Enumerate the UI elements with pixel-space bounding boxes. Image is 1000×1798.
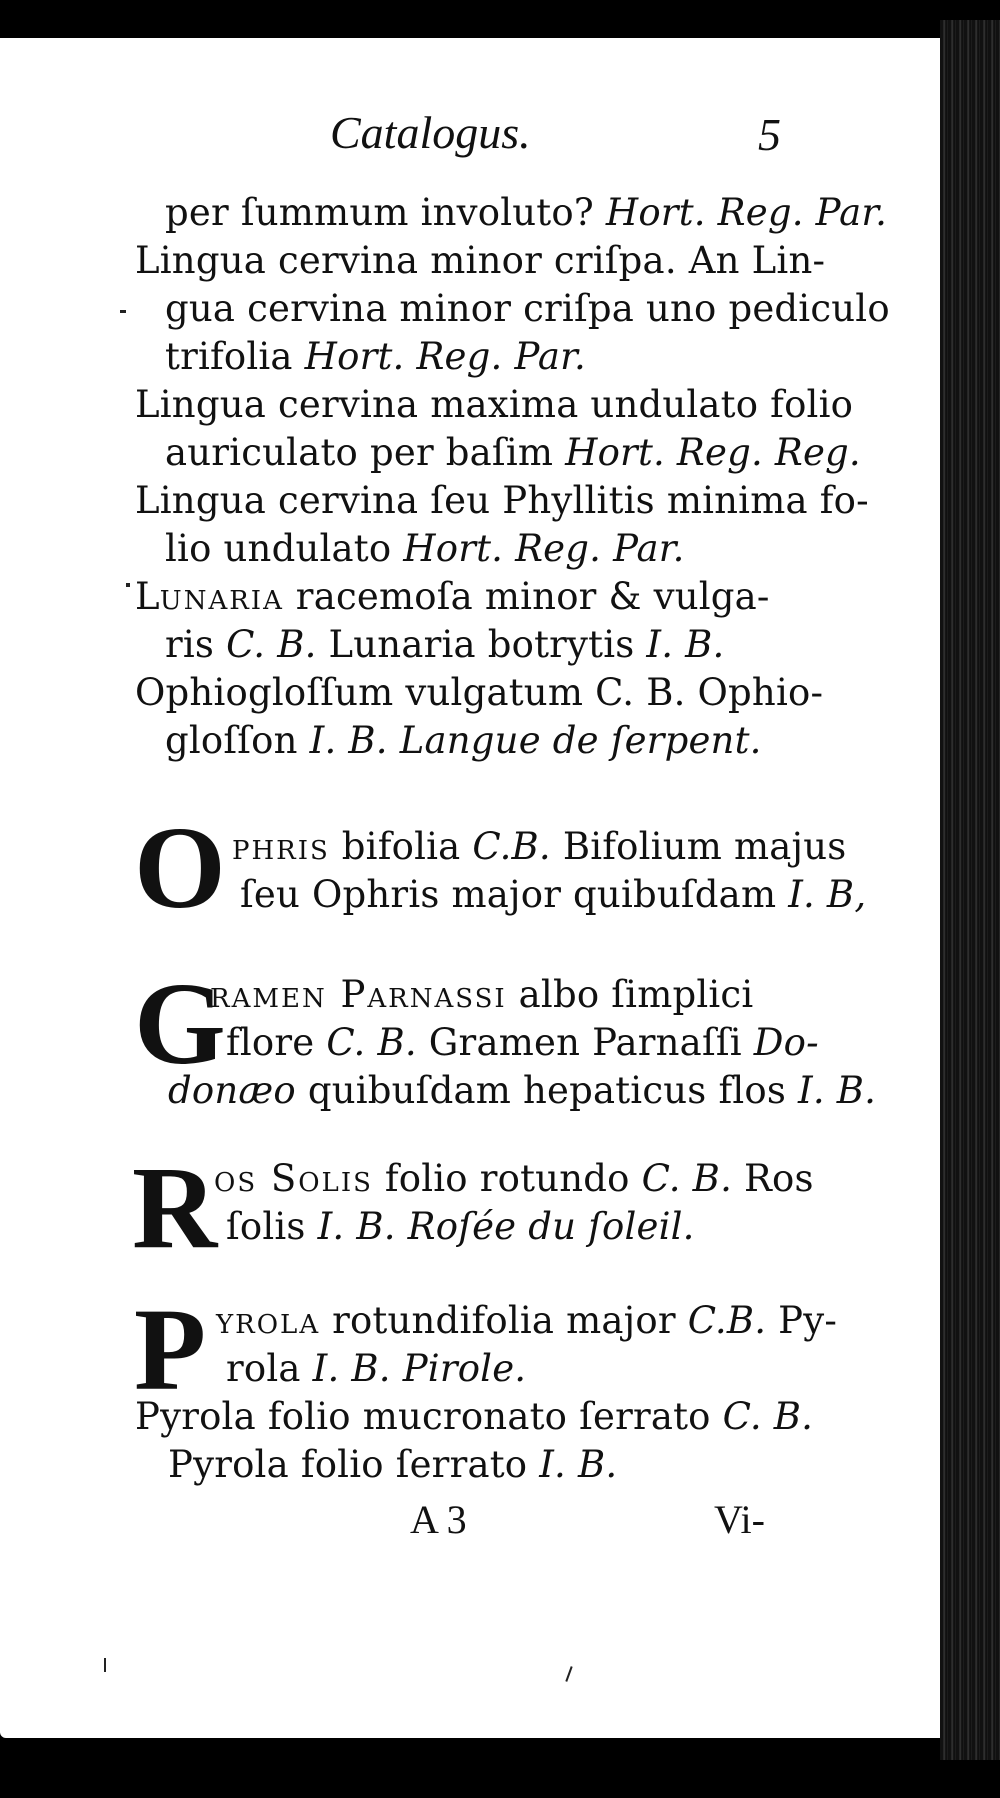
text-line xyxy=(216,1298,837,1344)
text-run: rotundifolia major xyxy=(320,1299,688,1342)
text-line xyxy=(168,1068,876,1114)
text-run: bifolia xyxy=(329,825,473,868)
drop-cap-g: G xyxy=(134,958,226,1089)
text-line xyxy=(165,718,762,764)
text-run: Lingua cervina maxima undulato folio xyxy=(135,383,854,426)
smallcaps-run: unaria xyxy=(159,575,284,618)
text-run: Py- xyxy=(766,1299,838,1342)
text-run: gloſſon xyxy=(165,719,310,762)
drop-cap-p: P xyxy=(134,1284,207,1415)
page-number: 5 xyxy=(758,109,781,160)
text-line xyxy=(226,1020,819,1066)
text-line xyxy=(214,1156,814,1202)
ink-speck xyxy=(126,583,130,587)
italic-run: I. B. xyxy=(798,1069,877,1112)
text-run: rola xyxy=(226,1347,313,1390)
italic-run: C. B. xyxy=(641,1157,733,1200)
ink-speck xyxy=(104,1658,106,1672)
text-run: Lunaria botrytis xyxy=(316,623,647,666)
text-line xyxy=(165,334,586,380)
text-line xyxy=(135,478,869,524)
drop-cap-r: R xyxy=(132,1142,218,1273)
text-run: ſeu Ophris major quibuſdam xyxy=(240,873,789,916)
text-line xyxy=(240,872,866,918)
italic-run: Roſée du ſoleil. xyxy=(407,1205,695,1248)
text-line xyxy=(226,1204,695,1250)
text-run: Ros xyxy=(732,1157,814,1200)
italic-run: donæo xyxy=(168,1069,296,1112)
text-line xyxy=(232,824,846,870)
italic-run: C.B. xyxy=(472,825,551,868)
italic-run: I. B. xyxy=(312,1347,391,1390)
text-run: gua cervina minor criſpa uno pediculo xyxy=(165,287,890,330)
text-line xyxy=(165,190,887,236)
italic-run: I. B, xyxy=(788,873,867,916)
page-text xyxy=(0,38,940,1738)
smallcaps-run: phris xyxy=(232,825,330,868)
italic-run: Hort. Reg. Reg. xyxy=(565,431,861,474)
text-run: racemoſa minor & vulga- xyxy=(283,575,770,618)
italic-run: C. B. xyxy=(326,1021,417,1064)
text-line xyxy=(135,382,853,428)
italic-run: I. B. xyxy=(309,719,388,762)
text-run: folio rotundo xyxy=(372,1157,642,1200)
text-run: Gramen Parnaſſi xyxy=(428,1021,754,1064)
text-line xyxy=(165,622,725,668)
text-run: Pyrola folio mucronato ſerrato xyxy=(135,1395,723,1438)
ink-speck xyxy=(565,1666,572,1682)
running-head: Catalogus. xyxy=(330,107,531,158)
text-run: per ſummum involuto? xyxy=(165,191,606,234)
text-line xyxy=(135,238,825,284)
text-run: auriculato per baſim xyxy=(165,431,566,474)
italic-run: C.B. xyxy=(687,1299,767,1342)
ink-speck xyxy=(120,310,126,313)
text-line xyxy=(165,526,685,572)
text-run: lio undulato xyxy=(165,527,404,570)
italic-run: Hort. Reg. Par. xyxy=(403,527,685,570)
text-run: Bifolium majus xyxy=(550,825,847,868)
italic-run: C. B. xyxy=(226,623,317,666)
text-run: ſolis xyxy=(226,1205,318,1248)
signature-mark: A 3 xyxy=(410,1497,467,1542)
text-run: Pyrola folio ſerrato xyxy=(168,1443,540,1486)
smallcaps-run: yrola xyxy=(216,1299,321,1342)
text-run: flore xyxy=(226,1021,327,1064)
text-run: C. B. xyxy=(595,671,686,714)
book-page xyxy=(0,38,940,1738)
italic-run: I. B. xyxy=(539,1443,618,1486)
text-line xyxy=(165,430,861,476)
italic-run: I. B. xyxy=(317,1205,396,1248)
text-line xyxy=(168,1442,617,1488)
text-run: Ophio- xyxy=(685,671,824,714)
text-run: ris xyxy=(165,623,227,666)
drop-cap-o: O xyxy=(134,802,226,933)
text-run: quibuſdam hepaticus flos xyxy=(295,1069,798,1112)
italic-run: Hort. Reg. Par. xyxy=(605,191,888,234)
text-run: Ophiogloſſum vulgatum xyxy=(135,671,596,714)
text-line xyxy=(135,670,823,716)
text-line xyxy=(135,1394,813,1440)
text-run: trifolia xyxy=(165,335,305,378)
book-edge xyxy=(940,20,1000,1760)
italic-run: I. B. xyxy=(646,623,725,666)
italic-run: Do- xyxy=(753,1021,819,1064)
text-line xyxy=(165,286,890,332)
text-line xyxy=(135,574,770,620)
italic-run: Hort. Reg. Par. xyxy=(304,335,586,378)
text-run: Lingua cervina ſeu Phyllitis minima fo- xyxy=(135,479,869,522)
italic-run: Langue de ſerpent. xyxy=(399,719,762,762)
text-line xyxy=(210,972,753,1018)
text-run: L xyxy=(135,575,160,618)
text-line xyxy=(226,1346,526,1392)
italic-run: Pirole. xyxy=(402,1347,527,1390)
smallcaps-run: os Solis xyxy=(214,1157,373,1200)
text-run: albo ſimplici xyxy=(506,973,754,1016)
smallcaps-run: ramen Parnassi xyxy=(210,973,507,1016)
italic-run: C. B. xyxy=(722,1395,814,1438)
text-run: Lingua cervina minor criſpa. An Lin- xyxy=(135,239,826,282)
catchword: Vi- xyxy=(714,1497,765,1542)
